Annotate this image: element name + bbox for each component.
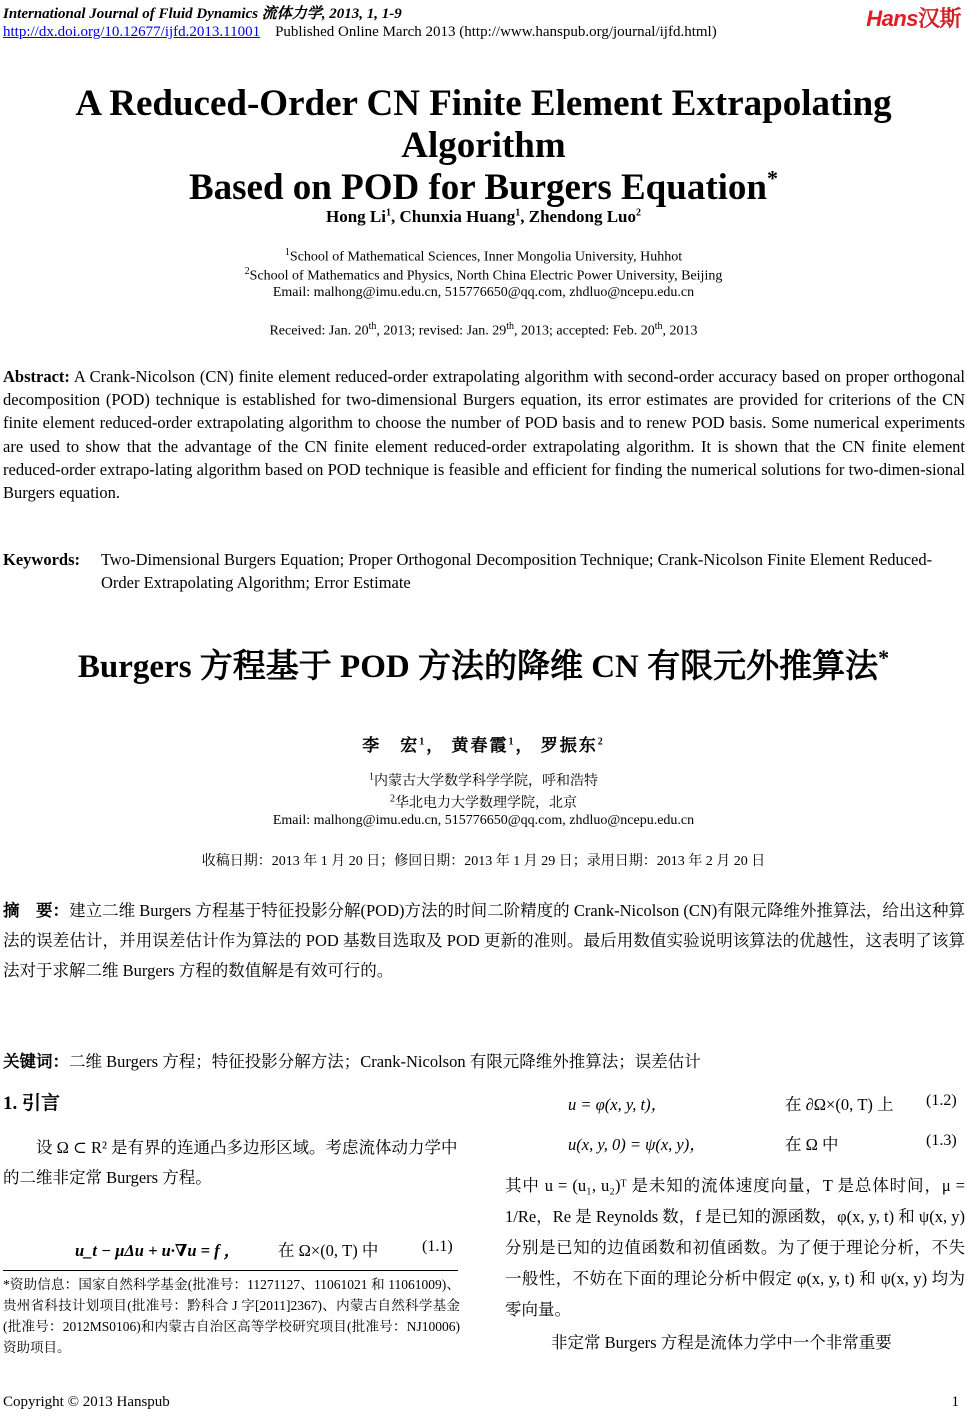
copyright: Copyright © 2013 Hanspub [3,1394,170,1410]
title-en-line1: A Reduced-Order CN Finite Element Extrapolating Algorithm [75,83,892,166]
author-name: Hong Li [326,207,386,226]
logo-cn: 汉斯 [917,6,961,31]
aff-num: 1 [284,247,290,258]
date-received: Received: Jan. 20 [269,323,369,339]
page-number: 1 [951,1394,959,1410]
author-aff: 1 [419,736,427,748]
date-end: , 2013 [662,323,698,339]
author-aff: 1 [515,207,521,219]
keywords-cn-label: 关键词： [3,1052,69,1071]
email-cn: Email: malhong@imu.edu.cn, 515776650@qq.com, zhdluo@ncepu.edu.cn [272,813,695,828]
journal-name: International Journal of Fluid Dynamics 流体力学, 2013, 1, 1-9 [3,6,402,22]
dates-cn: 收稿日期：2013 年 1 月 20 日；修回日期：2013 年 1 月 29 日；录用日期：2013 年 2 月 20 日 [201,854,766,869]
paper-title-en [0,83,967,209]
aff-text: 内蒙古大学数学科学学院，呼和浩特 [374,774,598,789]
equation-1-1-number: (1.1) [422,1238,453,1255]
equation-1-2-number: (1.2) [926,1092,957,1109]
aff-num: 2 [390,793,395,805]
aff-text: School of Mathematical Sciences, Inner Mongolia University, Huhhot [289,249,683,265]
abstract-cn-label: 摘 要： [3,901,70,920]
author-aff: 2 [597,736,605,748]
funding-footnote: *资助信息：国家自然科学基金(批准号：11271127、11061021 和 11061009)、贵州省科技计划项目(批准号：黔科合 J 字[2011]2367)、内蒙古自然科学基金(批准号：2012MS0106)和内蒙古自治区高等学校研究项目(批准号：NJ10006)资助项目。 [3,1277,460,1355]
doi-line [3,24,717,41]
dates-en [0,321,967,340]
authors-cn: 李 宏$^1$， 黄春霞$^1$， 罗振东$^2$ [362,736,605,755]
author-name: Chunxia Huang [399,207,516,226]
section-title: 1. 引言 [3,1093,61,1114]
author-aff: 2 [636,207,641,219]
footnote-rule [3,1270,458,1271]
abstract-cn-text: 建立二维 Burgers 方程基于特征投影分解(POD)方法的时间二阶精度的 Crank-Nicolson (CN)有限元降维外推算法，给出这种算法的误差估计，并用误差估计作为算法的 POD 基数目选取及 POD 更新的准则。最后用数值实验说明该算法的优越性，这表明了该算法对于求解二维 Burgers 方程的数值解是有效可行的。 [3,901,965,980]
intro-paragraph-right-2: 非定常 Burgers 方程是流体力学中一个非常重要 [551,1333,892,1352]
affiliation-cn-2 [0,792,967,812]
date-accepted: , 2013; accepted: Feb. 20 [514,323,655,339]
equation-1-2-domain: 在 ∂Ω×(0, T) 上 [785,1095,894,1114]
aff-text: 华北电力大学数理学院，北京 [395,796,577,811]
date-sup: th [368,321,377,332]
title-en-line2-text: Based on POD for Burgers Equation [188,167,768,208]
keywords-en [3,548,933,592]
equation-1-1-domain: 在 Ω×(0, T) 中 [278,1241,379,1260]
title-en-mark: * [767,165,779,191]
abstract-label: Abstract: [3,367,70,386]
author-name-cn: 李 宏 [362,736,420,755]
author-name-cn: 黄春霞 [451,736,509,755]
aff-text: School of Mathematics and Physics, North China Electric Power University, Beijing [249,268,723,284]
authors-en: Hong Li$^1$, Chunxia Huang$^1$, Zhendong Luo$^2$ [326,207,641,226]
keywords-label: Keywords: [3,550,80,569]
affiliation-en-1 [0,247,967,266]
author-aff: 1 [508,736,516,748]
author-aff: 1 [386,207,391,219]
date-revised: , 2013; revised: Jan. 29 [376,323,507,339]
title-cn-mark: * [878,645,890,670]
intro-paragraph: 设 Ω ⊂ R² 是有界的连通凸多边形区域。考虑流体动力学中的二维非定常 Burgers 方程。 [3,1138,458,1187]
title-cn-text: Burgers 方程基于 POD 方法的降维 CN 有限元外推算法 [77,649,879,685]
intro-paragraph-right: 其中 u = (u₁, u₂)ᵀ 是未知的流体速度向量，T 是总体时间，μ = 1/Re，Re 是 Reynolds 数，f 是已知的源函数，φ(x, y, t) 和 ψ(x, y) 分别是已知的边值函数和初值函数。为了便于理论分析，不失一般性，不妨在下面的理论分析中假定 φ(x, y, t) 和 ψ(x, y) 均为零向量。 [505,1176,965,1319]
equation-1-2: u = φ(x, y, t)， [568,1095,668,1114]
paper-title-cn [0,640,967,687]
author-name: Zhendong Luo [528,207,636,226]
abstract-cn [3,896,965,986]
equation-1-1: u_t − μΔu + u·∇u = f ， [75,1241,241,1260]
keywords-cn [3,1048,701,1072]
title-en-line2 [0,167,967,209]
date-sup: th [506,321,515,332]
equation-1-3: u(x, y, 0) = ψ(x, y)， [568,1135,706,1154]
affiliation-cn-1 [0,770,967,790]
equation-1-3-number: (1.3) [926,1132,957,1149]
published-info: Published Online March 2013 (http://www.hanspub.org/journal/ijfd.html) [275,24,717,40]
hans-logo [866,2,961,33]
date-sup: th [654,321,663,332]
keywords-text: Two-Dimensional Burgers Equation; Proper Orthogonal Decomposition Technique; Crank-Nicolson Finite Element Reduced-Order Extrapolating Algorithm; Error Estimate [101,550,933,592]
logo-latin: Hans [866,6,918,31]
abstract-text: A Crank-Nicolson (CN) finite element reduced-order extrapolating algorithm with second-order accuracy based on proper orthogonal decomposition (POD) technique is established for two-dimensional Burgers equation, its error estimates are provided for criterions of the CN finite element reduced-order extrapolating algorithm to choose the number of POD basis and to renew POD basis. Some numerical experiments are used to show that the advantage of the CN finite element reduced-order extrapolating algorithm. It is shown that the CN finite element reduced-order extrapo-lating algorithm based on POD technique is feasible and efficient for finding the numerical solutions for two-dimen-sional Burgers equation. [3,367,965,503]
aff-num: 2 [244,266,250,277]
doi-link[interactable]: http://dx.doi.org/10.12677/ijfd.2013.11001 [3,24,261,40]
abstract-en [3,365,965,504]
aff-num: 1 [369,771,374,783]
keywords-cn-text: 二维 Burgers 方程；特征投影分解方法；Crank-Nicolson 有限元降维外推算法；误差估计 [69,1052,701,1071]
email-en: Email: malhong@imu.edu.cn, 515776650@qq.com, zhdluo@ncepu.edu.cn [272,285,695,300]
equation-1-3-domain: 在 Ω 中 [785,1135,839,1154]
author-name-cn: 罗振东 [540,736,598,755]
affiliation-en-2 [0,266,967,285]
